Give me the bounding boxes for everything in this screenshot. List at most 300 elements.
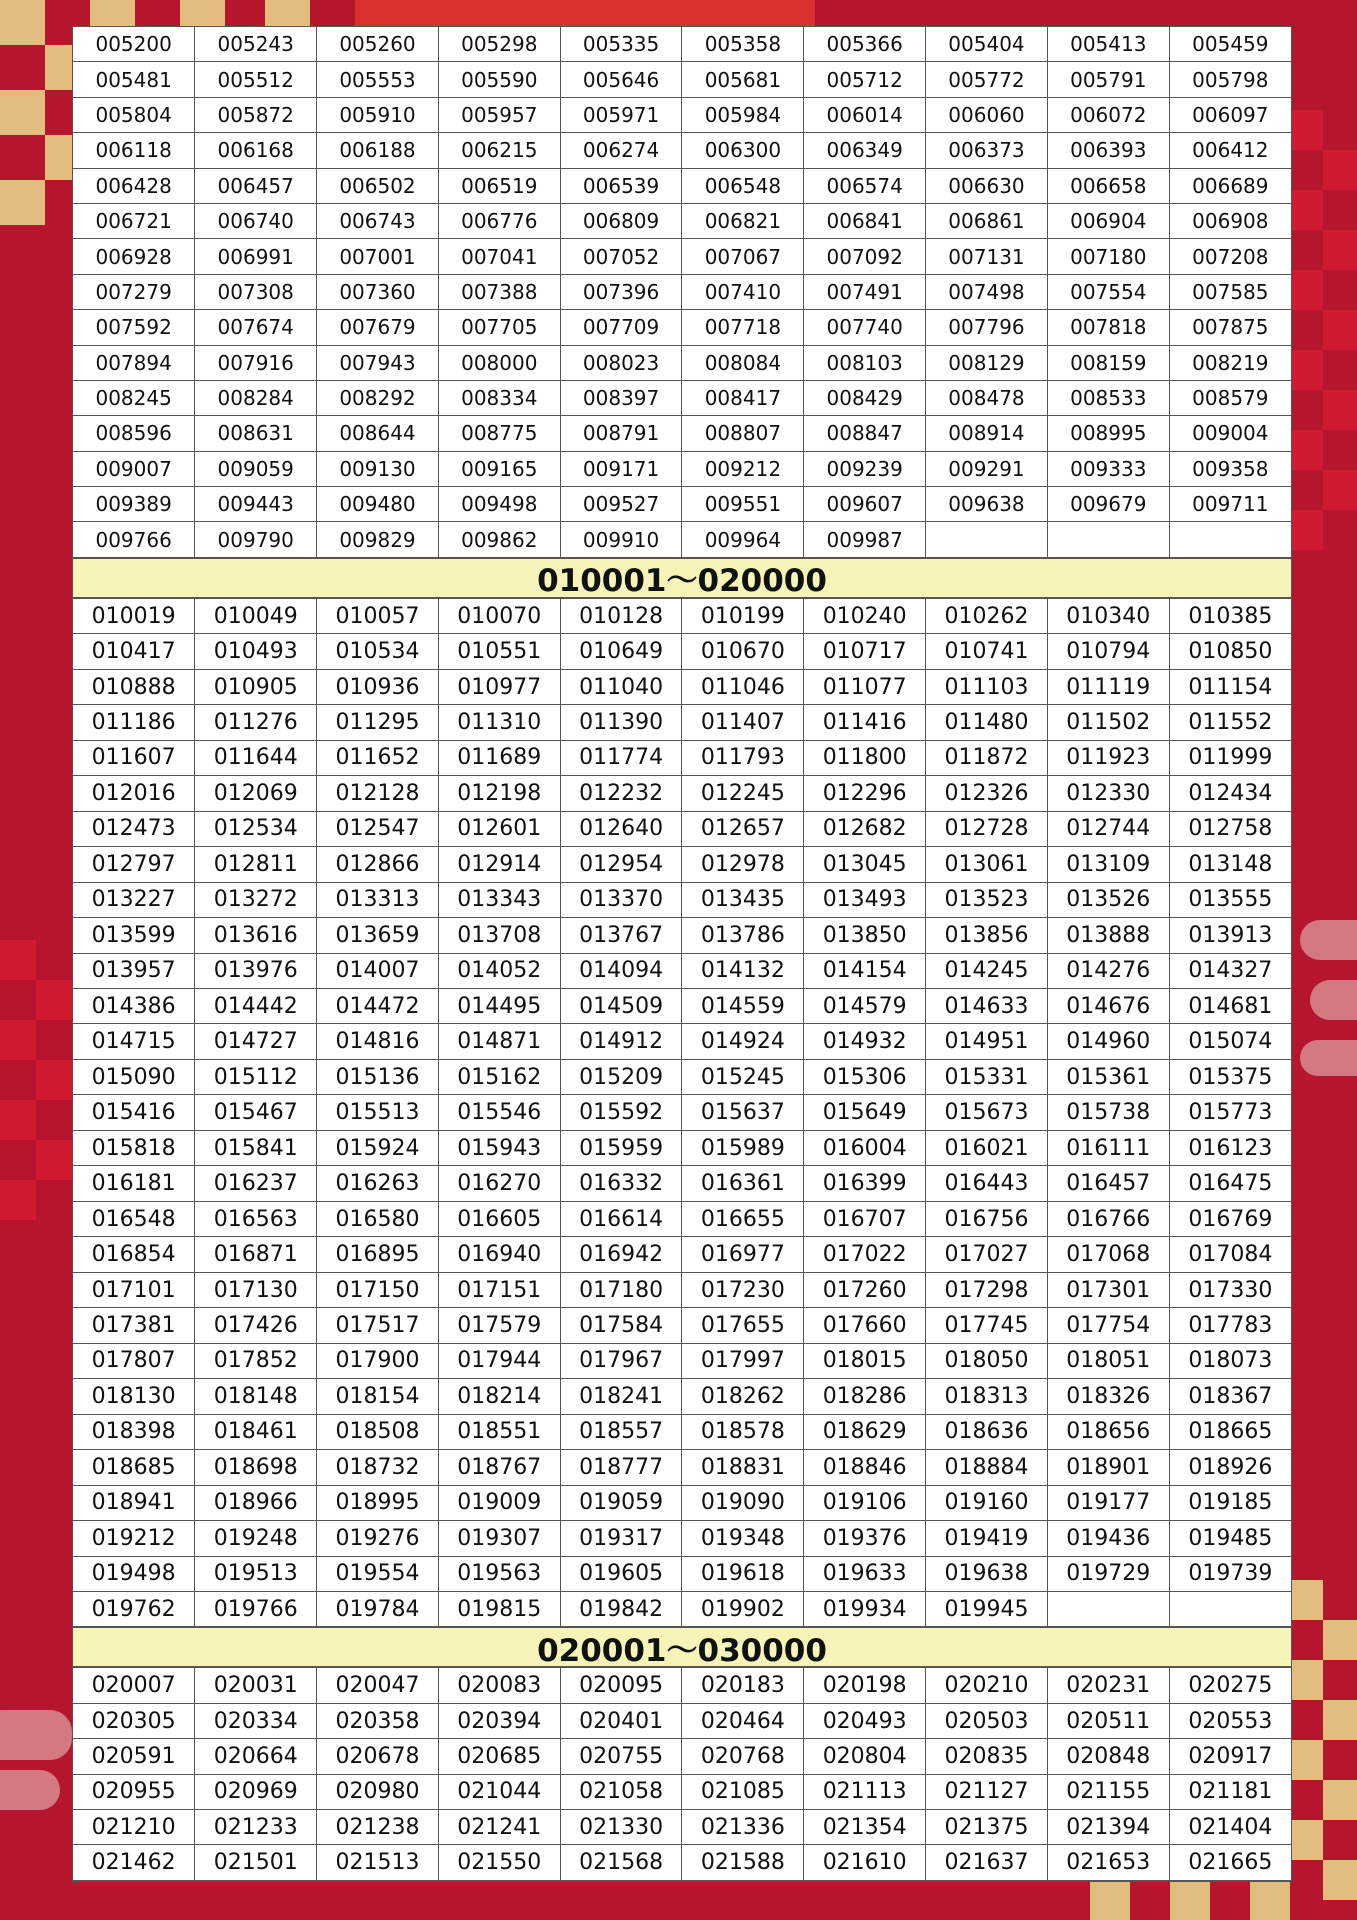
- number-cell: 017517: [317, 1308, 439, 1343]
- number-cell: 019618: [682, 1556, 804, 1591]
- number-cell: 008284: [195, 380, 317, 415]
- number-cell: 009389: [73, 487, 195, 522]
- number-cell: 007308: [195, 274, 317, 309]
- number-cell: 017900: [317, 1343, 439, 1378]
- number-cell: 016361: [682, 1166, 804, 1201]
- number-cell: 020664: [195, 1739, 317, 1774]
- number-cell: 007092: [804, 239, 926, 274]
- number-cell: 005681: [682, 62, 804, 97]
- number-cell: 007208: [1169, 239, 1291, 274]
- number-cell: 008159: [1047, 345, 1169, 380]
- number-cell: 008775: [438, 416, 560, 451]
- number-cell: 008000: [438, 345, 560, 380]
- number-cell: 017660: [804, 1308, 926, 1343]
- number-cell: 008533: [1047, 380, 1169, 415]
- number-cell: 011276: [195, 705, 317, 740]
- number-cell: 008429: [804, 380, 926, 415]
- number-cell: 018241: [560, 1379, 682, 1414]
- number-cell: 020305: [73, 1703, 195, 1738]
- number-cell: 006991: [195, 239, 317, 274]
- number-cell: 012682: [804, 811, 926, 846]
- number-cell: 010534: [317, 634, 439, 669]
- range-header: 010001～020000: [73, 558, 1291, 598]
- table-row: [73, 776, 1291, 811]
- number-cell: 007679: [317, 310, 439, 345]
- number-cell: 007052: [560, 239, 682, 274]
- number-cell: 018846: [804, 1450, 926, 1485]
- number-cell: 007001: [317, 239, 439, 274]
- number-cell: 016004: [804, 1130, 926, 1165]
- number-cell: 015592: [560, 1095, 682, 1130]
- number-cell: 018698: [195, 1450, 317, 1485]
- number-cell: 020007: [73, 1668, 195, 1703]
- number-cell: 009059: [195, 451, 317, 486]
- number-cell: 018941: [73, 1485, 195, 1520]
- number-cell: 006060: [926, 97, 1048, 132]
- number-cell: 013493: [804, 882, 926, 917]
- number-cell: 006743: [317, 203, 439, 238]
- number-cell: 006014: [804, 97, 926, 132]
- number-cell: 005804: [73, 97, 195, 132]
- number-cell: 019934: [804, 1591, 926, 1626]
- number-cell: 012866: [317, 847, 439, 882]
- number-cell: 005772: [926, 62, 1048, 97]
- table-row: [73, 1810, 1291, 1845]
- number-cell: 020358: [317, 1703, 439, 1738]
- number-cell: 009638: [926, 487, 1048, 522]
- number-cell: 008807: [682, 416, 804, 451]
- number-cell: 012016: [73, 776, 195, 811]
- number-cell: 005481: [73, 62, 195, 97]
- number-cell: 018508: [317, 1414, 439, 1449]
- number-cell: 020083: [438, 1668, 560, 1703]
- number-cell: 010741: [926, 634, 1048, 669]
- number-cell: 009910: [560, 522, 682, 557]
- number-cell: 021336: [682, 1810, 804, 1845]
- number-cell: 006630: [926, 168, 1048, 203]
- number-cell: 019248: [195, 1521, 317, 1556]
- number-cell: 011040: [560, 669, 682, 704]
- number-cell: 015546: [438, 1095, 560, 1130]
- number-cell: 005298: [438, 27, 560, 62]
- number-cell: 019317: [560, 1521, 682, 1556]
- number-cell: 013786: [682, 918, 804, 953]
- number-cell: 016977: [682, 1237, 804, 1272]
- number-cell: 007180: [1047, 239, 1169, 274]
- number-cell: 006548: [682, 168, 804, 203]
- number-cell: 015943: [438, 1130, 560, 1165]
- number-cell: 019815: [438, 1591, 560, 1626]
- number-cell: 006349: [804, 133, 926, 168]
- table-row: [73, 345, 1291, 380]
- number-cell: 009527: [560, 487, 682, 522]
- number-cell: 011295: [317, 705, 439, 740]
- table-row: [73, 62, 1291, 97]
- number-cell: 006188: [317, 133, 439, 168]
- number-cell: 009790: [195, 522, 317, 557]
- table-row: [73, 487, 1291, 522]
- number-cell: 015841: [195, 1130, 317, 1165]
- number-cell: 021550: [438, 1845, 560, 1880]
- number-cell: 018367: [1169, 1379, 1291, 1414]
- number-cell: 006072: [1047, 97, 1169, 132]
- number-cell: 017130: [195, 1272, 317, 1307]
- number-cell: 018154: [317, 1379, 439, 1414]
- number-cell: 015090: [73, 1059, 195, 1094]
- number-cell: 007705: [438, 310, 560, 345]
- number-cell: 008631: [195, 416, 317, 451]
- number-cell: 021233: [195, 1810, 317, 1845]
- number-cell: 005971: [560, 97, 682, 132]
- number-cell: 020503: [926, 1703, 1048, 1738]
- number-cell: 006821: [682, 203, 804, 238]
- number-cell: 017381: [73, 1308, 195, 1343]
- number-cell: 005791: [1047, 62, 1169, 97]
- number-cell: 006274: [560, 133, 682, 168]
- number-cell: 017426: [195, 1308, 317, 1343]
- number-cell: 018051: [1047, 1343, 1169, 1378]
- number-cell: 019563: [438, 1556, 560, 1591]
- number-cell: 019902: [682, 1591, 804, 1626]
- table-row: [73, 1095, 1291, 1130]
- number-cell: 016769: [1169, 1201, 1291, 1236]
- number-cell: 010199: [682, 598, 804, 633]
- number-cell: 007388: [438, 274, 560, 309]
- number-cell: 020511: [1047, 1703, 1169, 1738]
- number-cell: 006904: [1047, 203, 1169, 238]
- number-cell: 006428: [73, 168, 195, 203]
- number-cell: 009480: [317, 487, 439, 522]
- number-cell: 012434: [1169, 776, 1291, 811]
- number-cell: 008397: [560, 380, 682, 415]
- number-cell: 011652: [317, 740, 439, 775]
- number-cell: 016548: [73, 1201, 195, 1236]
- number-cell: 016605: [438, 1201, 560, 1236]
- number-cell: 005512: [195, 62, 317, 97]
- number-cell: 011999: [1169, 740, 1291, 775]
- number-cell: 016181: [73, 1166, 195, 1201]
- number-cell: 021610: [804, 1845, 926, 1880]
- number-cell: 020917: [1169, 1739, 1291, 1774]
- number-cell: 012728: [926, 811, 1048, 846]
- number-cell: 007894: [73, 345, 195, 380]
- number-cell: 018130: [73, 1379, 195, 1414]
- table-row: [73, 1166, 1291, 1201]
- number-cell: 017151: [438, 1272, 560, 1307]
- number-cell: 012547: [317, 811, 439, 846]
- number-cell: 019419: [926, 1521, 1048, 1556]
- number-cell: 008084: [682, 345, 804, 380]
- number-cell: 019177: [1047, 1485, 1169, 1520]
- number-cell: 007491: [804, 274, 926, 309]
- number-cell: 016563: [195, 1201, 317, 1236]
- number-cell: 019945: [926, 1591, 1048, 1626]
- number-cell: 016871: [195, 1237, 317, 1272]
- table-row: [73, 811, 1291, 846]
- number-cell: 015467: [195, 1095, 317, 1130]
- table-row: [73, 1272, 1291, 1307]
- number-cell: 014052: [438, 953, 560, 988]
- number-cell: 010888: [73, 669, 195, 704]
- number-cell: 018578: [682, 1414, 804, 1449]
- number-cell: 005404: [926, 27, 1048, 62]
- number-cell: 011046: [682, 669, 804, 704]
- number-cell: 020955: [73, 1774, 195, 1809]
- number-cell: 018262: [682, 1379, 804, 1414]
- number-cell: 010850: [1169, 634, 1291, 669]
- number-cell: 012128: [317, 776, 439, 811]
- number-cell: 006412: [1169, 133, 1291, 168]
- number-cell: 020969: [195, 1774, 317, 1809]
- number-cell: 008417: [682, 380, 804, 415]
- table-row: [73, 989, 1291, 1024]
- number-cell: 011644: [195, 740, 317, 775]
- number-cell: 017230: [682, 1272, 804, 1307]
- table-row: [73, 1774, 1291, 1809]
- number-cell: 018015: [804, 1343, 926, 1378]
- number-cell: 015416: [73, 1095, 195, 1130]
- number-cell: 011689: [438, 740, 560, 775]
- number-cell: 007875: [1169, 310, 1291, 345]
- number-cell: 007041: [438, 239, 560, 274]
- number-cell: 013555: [1169, 882, 1291, 917]
- number-cell: 019090: [682, 1485, 804, 1520]
- number-cell: 006539: [560, 168, 682, 203]
- table-row: [73, 27, 1291, 62]
- number-cell: 015773: [1169, 1095, 1291, 1130]
- number-cell: 019212: [73, 1521, 195, 1556]
- number-cell: 011774: [560, 740, 682, 775]
- number-cell: 017298: [926, 1272, 1048, 1307]
- number-cell: 016123: [1169, 1130, 1291, 1165]
- number-cell: 013913: [1169, 918, 1291, 953]
- number-cell: 005590: [438, 62, 560, 97]
- number-cell: 014495: [438, 989, 560, 1024]
- number-cell: 013708: [438, 918, 560, 953]
- number-cell: 012232: [560, 776, 682, 811]
- number-cell: [1047, 1591, 1169, 1626]
- table-row: [73, 1308, 1291, 1343]
- number-cell: 007916: [195, 345, 317, 380]
- number-cell: 020095: [560, 1668, 682, 1703]
- table-row: [73, 239, 1291, 274]
- number-cell: 009004: [1169, 416, 1291, 451]
- number-cell: 007131: [926, 239, 1048, 274]
- number-cell: 005260: [317, 27, 439, 62]
- number-cell: 017022: [804, 1237, 926, 1272]
- number-cell: 018461: [195, 1414, 317, 1449]
- table-row: [73, 882, 1291, 917]
- number-cell: 010717: [804, 634, 926, 669]
- table-row: [73, 522, 1291, 557]
- number-cell: 006300: [682, 133, 804, 168]
- number-cell: 018148: [195, 1379, 317, 1414]
- number-cell: 021394: [1047, 1810, 1169, 1845]
- number-cell: 017330: [1169, 1272, 1291, 1307]
- number-cell: 007796: [926, 310, 1048, 345]
- number-cell: 015673: [926, 1095, 1048, 1130]
- number-cell: 014633: [926, 989, 1048, 1024]
- number-cell: 005798: [1169, 62, 1291, 97]
- number-cell: 019633: [804, 1556, 926, 1591]
- number-cell: 021330: [560, 1810, 682, 1845]
- number-cell: 006574: [804, 168, 926, 203]
- table-row: [73, 669, 1291, 704]
- number-cell: 016263: [317, 1166, 439, 1201]
- number-cell: 014245: [926, 953, 1048, 988]
- number-cell: 007498: [926, 274, 1048, 309]
- table-row: [73, 168, 1291, 203]
- number-cell: 011552: [1169, 705, 1291, 740]
- number-cell: 010049: [195, 598, 317, 633]
- number-cell: 019348: [682, 1521, 804, 1556]
- table-row: [73, 1414, 1291, 1449]
- number-cell: 015738: [1047, 1095, 1169, 1130]
- number-cell: 013148: [1169, 847, 1291, 882]
- number-cell: 019498: [73, 1556, 195, 1591]
- number-cell: 017655: [682, 1308, 804, 1343]
- number-cell: 015136: [317, 1059, 439, 1094]
- number-cell: 011077: [804, 669, 926, 704]
- number-cell: 017783: [1169, 1308, 1291, 1343]
- number-cell: 007410: [682, 274, 804, 309]
- number-cell: 008596: [73, 416, 195, 451]
- number-cell: 019513: [195, 1556, 317, 1591]
- number-cell: 008478: [926, 380, 1048, 415]
- number-cell: 007554: [1047, 274, 1169, 309]
- number-cell: 006215: [438, 133, 560, 168]
- number-cell: 005358: [682, 27, 804, 62]
- table-row: [73, 1237, 1291, 1272]
- number-cell: 012657: [682, 811, 804, 846]
- number-cell: 013109: [1047, 847, 1169, 882]
- number-cell: 008334: [438, 380, 560, 415]
- number-cell: 005957: [438, 97, 560, 132]
- number-cell: 013856: [926, 918, 1048, 953]
- number-cell: 021127: [926, 1774, 1048, 1809]
- number-cell: 014871: [438, 1024, 560, 1059]
- number-cell: 006841: [804, 203, 926, 238]
- number-cell: 018901: [1047, 1450, 1169, 1485]
- number-cell: 011407: [682, 705, 804, 740]
- table-row: [73, 203, 1291, 238]
- table-row: [73, 847, 1291, 882]
- number-cell: 012914: [438, 847, 560, 882]
- number-cell: 021653: [1047, 1845, 1169, 1880]
- number-cell: 013616: [195, 918, 317, 953]
- number-cell: 015112: [195, 1059, 317, 1094]
- number-cell: 012640: [560, 811, 682, 846]
- number-cell: 008023: [560, 345, 682, 380]
- number-cell: 017967: [560, 1343, 682, 1378]
- table-row: [73, 1024, 1291, 1059]
- number-cell: 010128: [560, 598, 682, 633]
- table-row: [73, 416, 1291, 451]
- number-cell: 012245: [682, 776, 804, 811]
- number-cell: 012473: [73, 811, 195, 846]
- table-row: [73, 451, 1291, 486]
- number-cell: 019009: [438, 1485, 560, 1520]
- number-cell: 006908: [1169, 203, 1291, 238]
- number-cell: 015924: [317, 1130, 439, 1165]
- number-cell: 014327: [1169, 953, 1291, 988]
- number-cell: 006519: [438, 168, 560, 203]
- number-cell: 014154: [804, 953, 926, 988]
- number-cell: 015361: [1047, 1059, 1169, 1094]
- number-cell: 020980: [317, 1774, 439, 1809]
- number-cell: 018557: [560, 1414, 682, 1449]
- number-cell: 018398: [73, 1414, 195, 1449]
- number-cell: 014579: [804, 989, 926, 1024]
- number-cell: 005910: [317, 97, 439, 132]
- number-cell: 016580: [317, 1201, 439, 1236]
- number-cell: 020231: [1047, 1668, 1169, 1703]
- number-cell: 019605: [560, 1556, 682, 1591]
- number-cell: 005366: [804, 27, 926, 62]
- range-header: 020001～030000: [73, 1627, 1291, 1667]
- number-cell: 013523: [926, 882, 1048, 917]
- number-cell: 020591: [73, 1739, 195, 1774]
- number-cell: 010340: [1047, 598, 1169, 633]
- number-cell: 006776: [438, 203, 560, 238]
- number-cell: 016443: [926, 1166, 1048, 1201]
- number-cell: 010936: [317, 669, 439, 704]
- number-cell: 018884: [926, 1450, 1048, 1485]
- number-cell: 008219: [1169, 345, 1291, 380]
- number-cell: 008847: [804, 416, 926, 451]
- number-cell: 007740: [804, 310, 926, 345]
- number-cell: 012601: [438, 811, 560, 846]
- table-row: [73, 1668, 1291, 1703]
- number-cell: 020334: [195, 1703, 317, 1738]
- number-cell: 013435: [682, 882, 804, 917]
- number-cell: 015306: [804, 1059, 926, 1094]
- number-table: [73, 27, 1291, 558]
- number-cell: 009829: [317, 522, 439, 557]
- number-cell: 018995: [317, 1485, 439, 1520]
- table-row: [73, 918, 1291, 953]
- number-cell: 017027: [926, 1237, 1048, 1272]
- number-cell: 009130: [317, 451, 439, 486]
- number-cell: 018665: [1169, 1414, 1291, 1449]
- number-cell: 017260: [804, 1272, 926, 1307]
- number-cell: 019160: [926, 1485, 1048, 1520]
- number-cell: 011310: [438, 705, 560, 740]
- number-cell: 015074: [1169, 1024, 1291, 1059]
- number-cell: 015375: [1169, 1059, 1291, 1094]
- number-cell: 011793: [682, 740, 804, 775]
- number-cell: 009607: [804, 487, 926, 522]
- number-cell: 021181: [1169, 1774, 1291, 1809]
- number-cell: 017180: [560, 1272, 682, 1307]
- number-cell: 021501: [195, 1845, 317, 1880]
- number-cell: 012534: [195, 811, 317, 846]
- number-cell: 012978: [682, 847, 804, 882]
- number-cell: 016756: [926, 1201, 1048, 1236]
- number-cell: 018926: [1169, 1450, 1291, 1485]
- number-cell: 018732: [317, 1450, 439, 1485]
- number-cell: 006393: [1047, 133, 1169, 168]
- number-cell: 020198: [804, 1668, 926, 1703]
- number-cell: 014509: [560, 989, 682, 1024]
- number-cell: 018313: [926, 1379, 1048, 1414]
- number-cell: 020755: [560, 1739, 682, 1774]
- number-cell: 017807: [73, 1343, 195, 1378]
- number-cell: 020183: [682, 1668, 804, 1703]
- number-cell: 018966: [195, 1485, 317, 1520]
- number-cell: 015989: [682, 1130, 804, 1165]
- table-row: [73, 274, 1291, 309]
